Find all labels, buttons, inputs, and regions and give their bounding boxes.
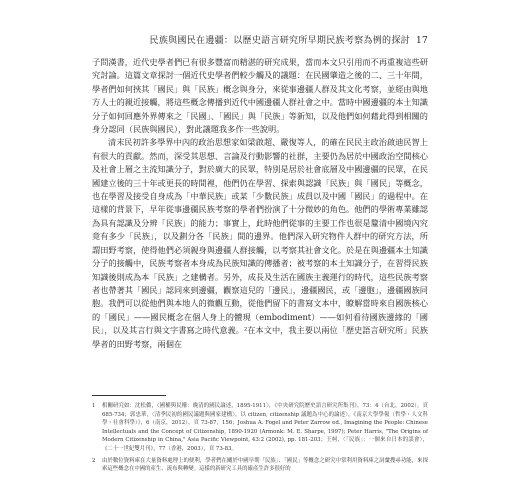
footnote bbox=[92, 457, 428, 474]
footnote-divider bbox=[92, 395, 166, 396]
body-text bbox=[92, 56, 428, 351]
paragraph: 子問漢書，近代史學者們已有很多豐富而精湛的研究成果，當而本文只引用而不再重複這些研究討論。這篇文章探討一個近代史學者們較少觸及的議題：在民國肇造之後的二、三十年間，學者們如何挾其「國民」與「民族」概念與身分，來從事邊疆人群及其文化考察，並經由與地方人士的親近接觸，將這些概念傳播到近代中國邊疆人群社會之中。當時中國邊疆的本土知識分子如何回應外界傳來之「民國」、「國民」與「民族」等新知，以及他們如何藉此得到相關的身分認同（民族與國民），對此議題我多作一些說明。 bbox=[92, 57, 428, 135]
footnote-number: 2 bbox=[92, 457, 96, 464]
paragraph: 清末民初許多學界中內的政治思想家如梁啟超、嚴復等人，的確在民民主政治啟迪民智上有很大的貢獻。然而，深受其思想、言論及行動影響的社群，主要仍為居於中國政治空間核心及社會上層之主流知識分子，對於廣大的民眾，特別是居於社會底層及中國邊疆的民眾，在民國建立後的三十年或更長的時間裡，他們仍在學習、探索與認識「民族」與「國民」等概念，也在學習及接受自身成為「中華民族」或某「少數民族」成員以及中國「國民」的過程中。在這樣的背景下，早年從事邊疆民族考察的學者們扮演了十分微妙的角色。他們的學術專業雖認為具有認識及分辨「民族」的能力；事實上，此時他們從事的主要工作也很是釐清中國境內究竟有多少「民族」，以及劃分各「民族」間的邊界。他們深入研究物件人群中的研究方法，所謂田野考察，使得他們必須親身與邊疆人群接觸，以考察其社會文化。於是在與邊疆本土知識分子的接觸中，民族考察者本身成為民族知識的傳播者；被考察的本土知識分子，在習得民族知識後則成為本「民族」之建構者。另外，成長及生活在國族主義運行的時代，這些民族考察者也帶著其「國民」認同來到邊疆，觀察這兒的「邊民」，邊疆國民，或「邊胞」，邊疆國族同胞。我們可以從他們與本地人的微觀互動，從他們留下的書寫文本中，瞭解當時來自國族核心的「國民」——國民概念在個人身上的體現（embodiment）——如何看待國族邊緣的「國民」，以及其言行與文字書寫之時代意義。²在本文中，我主要以兩位「歷史語言研究所」民族學者的田野考察，兩個在 bbox=[92, 137, 428, 349]
footnote-text: 由於數位資料庫在大量資料處理上的便利，學者們在關於中國早期「民族」、「國民」等概念之研究中常利用資料庫之詞彙搜尋功能，來探索這些概念在中國的產生、流布與轉變。這樣的新研究工具的確產生許多很好的 bbox=[102, 457, 428, 473]
page-number: 17 bbox=[415, 36, 428, 46]
footnote-number: 1 bbox=[92, 403, 96, 409]
footnote bbox=[92, 402, 428, 454]
footnotes bbox=[92, 402, 428, 477]
running-head bbox=[150, 33, 428, 46]
footnote-text: 相關研究如：沈松僑，〈國權與民權：晚清的國民論述，1895-1911〉，《中央研究院歷史語言研究所集刊》，73：4（台北，2002），頁 685-734；郭忠華，〈清季民初的國民議題與國家建構〉，以 citizen, citizenship 議題為中心的論述〉，《南京大學學報（哲學・人文科學・社會科學）》，6（南京，2012），頁 73-87，156；Joshua A. Fogel and Peter Zarrow ed., Imagining the People: Chinese Intellectuals and the Concept of Citizenship, 1890-1920 (Armonk: M. E. Sharpe, 1997); Peter Harris, "The Origins of Modern Citizenship in China," Asia Pacific Viewpoint, 43:2 (2002), pp. 181-203；王柯，〈「民族」：一個來自日本的誤會〉，《二十一世紀雙月刊》，77（香港，2003），頁 73-83。 bbox=[102, 403, 428, 452]
running-title: 民族與國民在邊疆：以歷史語言研究所早期民族考察為例的探討 bbox=[149, 36, 410, 46]
